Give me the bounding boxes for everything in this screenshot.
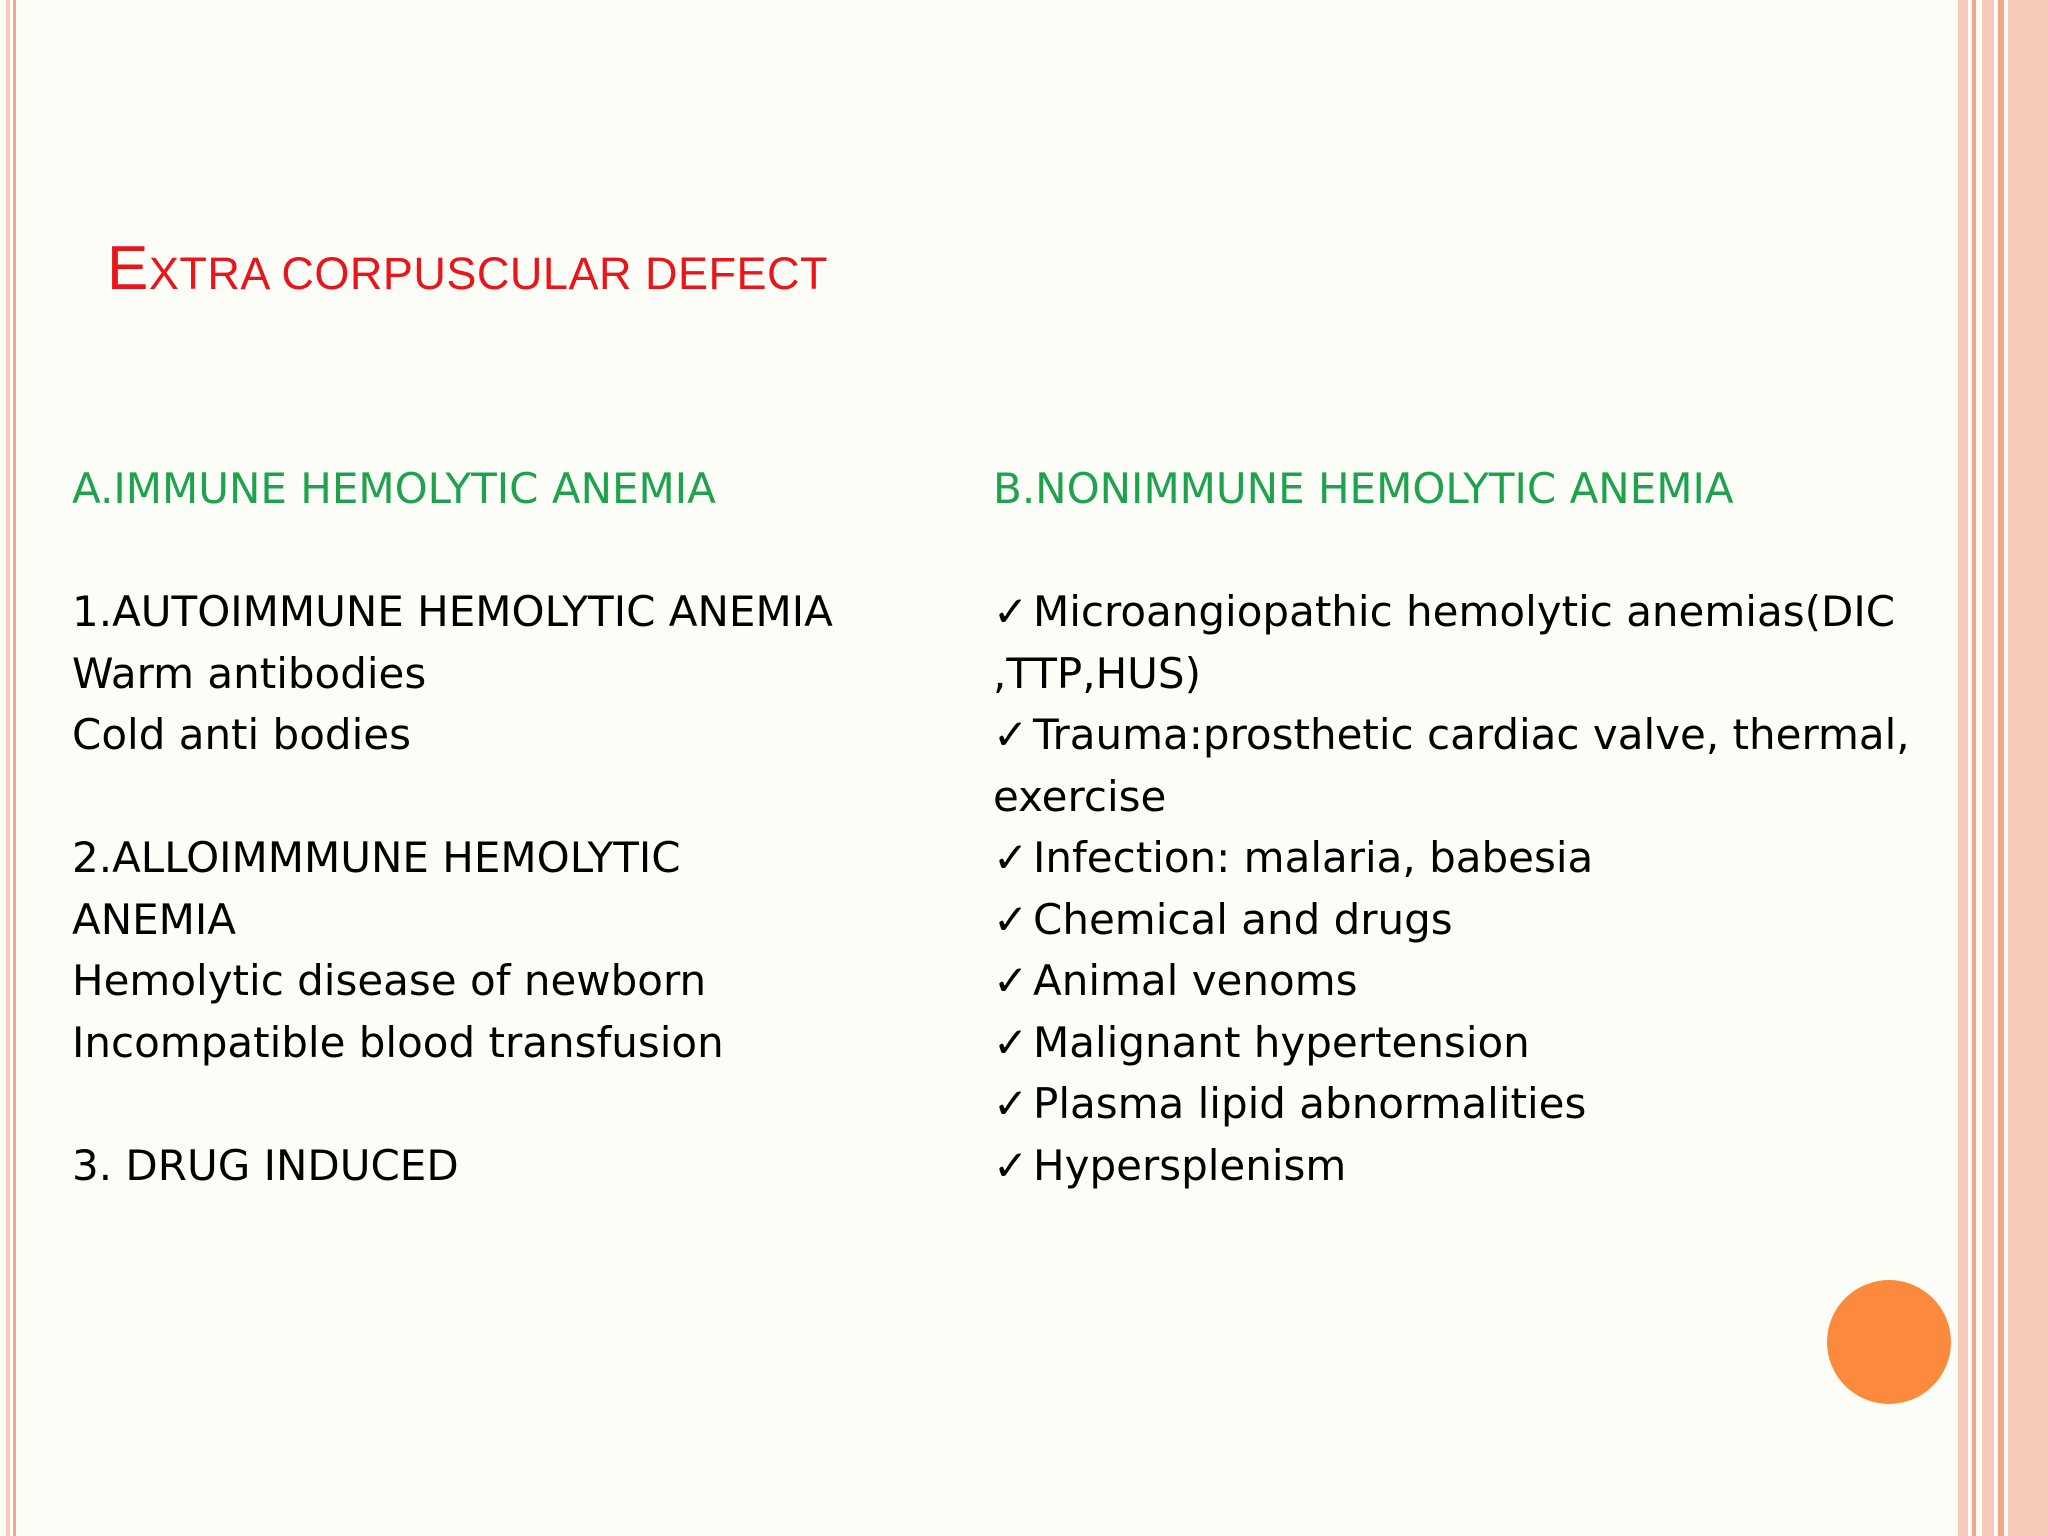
check-item-text: Chemical and drugs (1033, 894, 1453, 944)
checkmark-icon: ✓ (993, 1140, 1029, 1190)
right-border-stripe (1998, 0, 2004, 1536)
check-item-text: Plasma lipid abnormalities (1033, 1079, 1587, 1128)
check-item-text: Trauma:prosthetic cardiac valve, thermal, (1033, 710, 1910, 759)
list-item-title: 2.ALLOIMMMUNE HEMOLYTIC (72, 833, 681, 882)
list-item: Cold anti bodies (72, 710, 411, 759)
right-border-stripe (1972, 0, 1976, 1536)
list-item-title-cont: ANEMIA (72, 894, 237, 944)
check-list-item (993, 1073, 1933, 1135)
checkmark-icon: ✓ (993, 587, 1029, 636)
checkmark-icon: ✓ (993, 956, 1029, 1005)
check-list-item (993, 581, 1933, 643)
spacer (72, 1073, 972, 1135)
checkmark-icon: ✓ (993, 1079, 1029, 1128)
left-column (72, 458, 972, 1196)
check-list-item-cont: ,TTP,HUS) (993, 648, 1201, 698)
decorative-circle (1827, 1280, 1951, 1404)
check-list-item (993, 950, 1933, 1012)
right-column (993, 458, 1933, 1196)
right-border-stripe (2008, 0, 2048, 1536)
right-border-stripe (1982, 0, 1994, 1536)
spacer (72, 766, 972, 828)
title-first-letter: E (107, 234, 149, 303)
left-heading: A.IMMUNE HEMOLYTIC ANEMIA (72, 464, 716, 513)
check-item-text: Hypersplenism (1033, 1140, 1347, 1190)
check-list-item (993, 889, 1933, 951)
right-heading: B.NONIMMUNE HEMOLYTIC ANEMIA (993, 464, 1734, 513)
spacer (993, 520, 1933, 582)
spacer (72, 520, 972, 582)
check-item-text: Malignant hypertension (1033, 1017, 1530, 1067)
checkmark-icon: ✓ (993, 710, 1029, 759)
left-border-stripe (6, 0, 10, 1536)
list-item-title: 1.AUTOIMMUNE HEMOLYTIC ANEMIA (72, 587, 833, 636)
title-rest: XTRA CORPUSCULAR DEFECT (148, 248, 828, 299)
left-border-stripe-inner (13, 0, 16, 1536)
check-list-item (993, 1135, 1933, 1197)
list-item: Hemolytic disease of newborn (72, 956, 707, 1005)
checkmark-icon: ✓ (993, 1017, 1029, 1067)
right-border-stripe (1958, 0, 1968, 1536)
check-item-text: Animal venoms (1033, 956, 1358, 1005)
list-item-title: 3. DRUG INDUCED (72, 1140, 459, 1190)
list-item: Warm antibodies (72, 648, 427, 698)
check-list-item (993, 704, 1933, 766)
check-item-text: Infection: malaria, babesia (1033, 833, 1594, 882)
check-list-item (993, 827, 1933, 889)
list-item: Incompatible blood transfusion (72, 1017, 724, 1067)
checkmark-icon: ✓ (993, 894, 1029, 944)
checkmark-icon: ✓ (993, 833, 1029, 882)
check-list-item-cont: exercise (993, 771, 1167, 821)
check-item-text: Microangiopathic hemolytic anemias(DIC (1033, 587, 1896, 636)
check-list-item (993, 1012, 1933, 1074)
slide-title (107, 234, 828, 303)
